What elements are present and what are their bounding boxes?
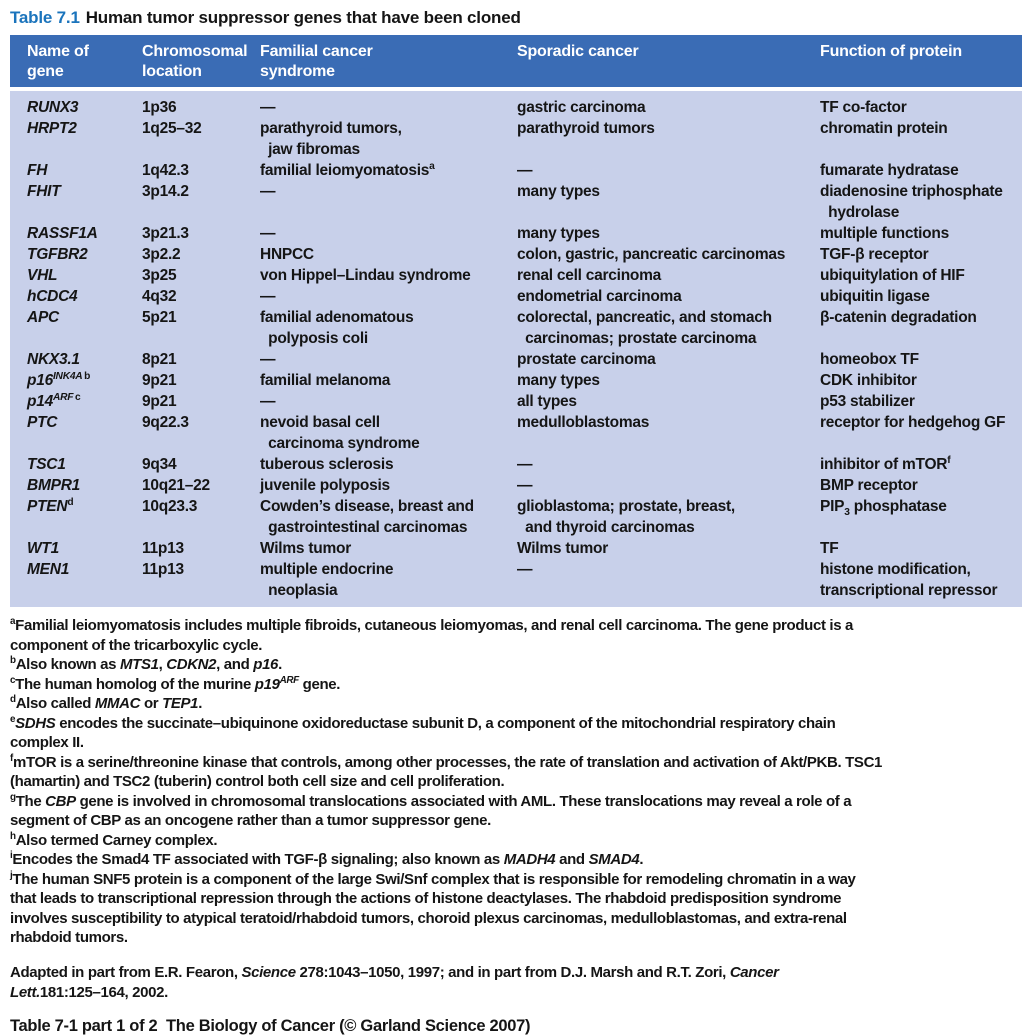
familial-syndrome-cell: tuberous sclerosis <box>260 456 394 473</box>
table-title <box>10 8 1022 28</box>
familial-syndrome-cell: — <box>260 225 276 242</box>
location-cell: 4q32 <box>142 288 177 305</box>
column-header: Name of gene <box>27 43 89 80</box>
protein-function-cell: β-catenin degradation <box>820 309 977 326</box>
table-row <box>10 370 1022 391</box>
protein-function-cell: histone modification, transcriptional repressor <box>820 561 998 599</box>
sporadic-cancer-cell: many types <box>517 225 600 242</box>
sporadic-cancer-cell: medulloblastomas <box>517 414 650 431</box>
gene-cell: $p16^{INK4A}$ $^b$ <box>27 370 91 389</box>
footnote: $^h$Also termed Carney complex. <box>10 830 218 849</box>
protein-function-cell: homeobox TF <box>820 351 919 368</box>
gene-cell: FHIT <box>27 183 61 200</box>
table-row <box>10 160 1022 181</box>
tumor-suppressor-table <box>10 35 1022 607</box>
sporadic-cancer-cell: — <box>517 162 533 179</box>
familial-syndrome-cell: familial melanoma <box>260 372 391 389</box>
protein-function-cell: CDK inhibitor <box>820 372 917 389</box>
column-header: Function of protein <box>820 43 962 60</box>
protein-function-cell: p53 stabilizer <box>820 393 915 410</box>
location-cell: 9p21 <box>142 393 177 410</box>
table-title-text: Human tumor suppressor genes that have been cloned <box>85 8 521 27</box>
sporadic-cancer-cell: — <box>517 456 533 473</box>
familial-syndrome-cell: — <box>260 393 276 410</box>
gene-cell: WT1 <box>27 540 59 557</box>
location-cell: 8p21 <box>142 351 177 368</box>
sporadic-cancer-cell: parathyroid tumors <box>517 120 655 137</box>
sporadic-cancer-cell: glioblastoma; prostate, breast, and thyroid carcinomas <box>517 498 735 536</box>
sporadic-cancer-cell: Wilms tumor <box>517 540 608 557</box>
gene-cell: PTEN$^d$ <box>27 496 74 515</box>
sporadic-cancer-cell: many types <box>517 183 600 200</box>
sporadic-cancer-cell: colorectal, pancreatic, and stomach carcinomas; prostate carcinoma <box>517 309 772 347</box>
table-row <box>10 181 1022 223</box>
sporadic-cancer-cell: endometrial carcinoma <box>517 288 682 305</box>
protein-function-cell: inhibitor of mTOR$^f$ <box>820 454 951 473</box>
table-row <box>10 286 1022 307</box>
footnote: $^f$mTOR is a serine/threonine kinase that controls, among other processes, the rate of translation and activation of Akt/PKB. TSC1 (hamartin) and TSC2 (tuberin) control both cell size and cell proliferation. <box>10 752 883 790</box>
footnote: $^j$The human SNF5 protein is a component of the large Swi/Snf complex that is responsible for remodeling chromatin in a way that leads to transcriptional repression through the actions of histone deactylases. The rhabdoid predisposition syndrome involves susceptibility to atypical teratoid/rhabdoid tumors, choroid plexus carcinomas, medulloblastomas, and extra-renal rhabdoid tumors. <box>10 869 856 946</box>
location-cell: 10q23.3 <box>142 498 198 515</box>
gene-cell: RUNX3 <box>27 99 79 116</box>
gene-cell: HRPT2 <box>27 120 77 137</box>
table-row <box>10 265 1022 286</box>
table-row <box>10 559 1022 601</box>
table-row <box>10 307 1022 349</box>
familial-syndrome-cell: HNPCC <box>260 246 314 263</box>
protein-function-cell: chromatin protein <box>820 120 948 137</box>
table-number: Table 7.1 <box>10 8 80 27</box>
table-row <box>10 538 1022 559</box>
footnote: $^c$The human homolog of the murine $p19^{ARF}$ gene. <box>10 674 341 693</box>
sporadic-cancer-cell: gastric carcinoma <box>517 99 646 116</box>
gene-cell: BMPR1 <box>27 477 81 494</box>
location-cell: 11p13 <box>142 540 184 557</box>
table-body <box>10 91 1022 607</box>
footnote: $^a$Familial leiomyomatosis includes multiple fibroids, cutaneous leiomyomas, and renal cell carcinoma. The gene product is a component of the tricarboxylic cycle. <box>10 616 854 654</box>
protein-function-cell: ubiquitin ligase <box>820 288 930 305</box>
familial-syndrome-cell: — <box>260 183 276 200</box>
location-cell: 9p21 <box>142 372 177 389</box>
familial-syndrome-cell: parathyroid tumors, jaw fibromas <box>260 120 402 158</box>
footnote: $^g$The CBP gene is involved in chromosomal translocations associated with AML. These translocations may reveal a role of a segment of CBP as an oncogene rather than a tumor suppressor gene. <box>10 791 852 829</box>
table-row <box>10 475 1022 496</box>
familial-syndrome-cell: familial adenomatous polyposis coli <box>260 309 414 347</box>
table-header-row <box>10 35 1022 87</box>
sporadic-cancer-cell: all types <box>517 393 577 410</box>
familial-syndrome-cell: — <box>260 288 276 305</box>
footnote: $^e$SDHS encodes the succinate–ubiquinone oxidoreductase subunit D, a component of the mitochondrial respiratory chain complex II. <box>10 713 836 751</box>
column-header: Chromosomal location <box>142 43 248 80</box>
location-cell: 11p13 <box>142 561 184 578</box>
column-header: Sporadic cancer <box>517 43 639 60</box>
location-cell: 1q25–32 <box>142 120 202 137</box>
gene-cell: NKX3.1 <box>27 351 80 368</box>
table-row <box>10 97 1022 118</box>
location-cell: 9q34 <box>142 456 177 473</box>
location-cell: 3p14.2 <box>142 183 189 200</box>
bottom-caption: Table 7-1 part 1 of 2 The Biology of Cancer (© Garland Science 2007) <box>10 1016 531 1035</box>
protein-function-cell: multiple functions <box>820 225 949 242</box>
sporadic-cancer-cell: prostate carcinoma <box>517 351 656 368</box>
familial-syndrome-cell: — <box>260 99 276 116</box>
location-cell: 9q22.3 <box>142 414 189 431</box>
protein-function-cell: fumarate hydratase <box>820 162 959 179</box>
table-row <box>10 244 1022 265</box>
gene-cell: hCDC4 <box>27 288 78 305</box>
familial-syndrome-cell: von Hippel–Lindau syndrome <box>260 267 471 284</box>
location-cell: 1q42.3 <box>142 162 189 179</box>
familial-syndrome-cell: — <box>260 351 276 368</box>
gene-cell: PTC <box>27 414 58 431</box>
table-row <box>10 412 1022 454</box>
sporadic-cancer-cell: — <box>517 477 533 494</box>
source-citation: Adapted in part from E.R. Fearon, Science 278:1043–1050, 1997; and in part from D.J. Marsh and R.T. Zori, Cancer Lett.181:125–164, 2002. <box>10 963 779 1001</box>
familial-syndrome-cell: Wilms tumor <box>260 540 351 557</box>
protein-function-cell: $PIP_3$ phosphatase <box>820 498 947 519</box>
gene-cell: FH <box>27 162 48 179</box>
protein-function-cell: TF <box>820 540 839 557</box>
gene-cell: $p14^{ARF}$ $^c$ <box>27 391 81 410</box>
location-cell: 5p21 <box>142 309 177 326</box>
gene-cell: MEN1 <box>27 561 70 578</box>
sporadic-cancer-cell: colon, gastric, pancreatic carcinomas <box>517 246 786 263</box>
sporadic-cancer-cell: — <box>517 561 533 578</box>
familial-syndrome-cell: nevoid basal cell carcinoma syndrome <box>260 414 420 452</box>
protein-function-cell: receptor for hedgehog GF <box>820 414 1006 431</box>
sporadic-cancer-cell: many types <box>517 372 600 389</box>
gene-cell: TSC1 <box>27 456 66 473</box>
familial-syndrome-cell: juvenile polyposis <box>260 477 390 494</box>
location-cell: 1p36 <box>142 99 177 116</box>
table-row <box>10 223 1022 244</box>
protein-function-cell: ubiquitylation of HIF <box>820 267 965 284</box>
familial-syndrome-cell: Cowden’s disease, breast and gastrointestinal carcinomas <box>260 498 474 536</box>
protein-function-cell: diadenosine triphosphate hydrolase <box>820 183 1003 221</box>
sporadic-cancer-cell: renal cell carcinoma <box>517 267 662 284</box>
familial-syndrome-cell: familial leiomyomatosis$^a$ <box>260 160 435 179</box>
location-cell: 3p25 <box>142 267 177 284</box>
gene-cell: VHL <box>27 267 58 284</box>
column-header: Familial cancer syndrome <box>260 43 373 80</box>
familial-syndrome-cell: multiple endocrine neoplasia <box>260 561 394 599</box>
table-row <box>10 118 1022 160</box>
gene-cell: APC <box>27 309 59 326</box>
protein-function-cell: TGF-β receptor <box>820 246 929 263</box>
protein-function-cell: BMP receptor <box>820 477 918 494</box>
footnote: $^b$Also known as MTS1, CDKN2, and p16. <box>10 655 282 673</box>
location-cell: 3p21.3 <box>142 225 189 242</box>
location-cell: 3p2.2 <box>142 246 181 263</box>
location-cell: 10q21–22 <box>142 477 210 494</box>
gene-cell: RASSF1A <box>27 225 98 242</box>
footnotes-block <box>10 616 1024 948</box>
table-row <box>10 391 1022 412</box>
footnote: $^d$Also called MMAC or TEP1. <box>10 694 203 712</box>
footnote: $^i$Encodes the Smad4 TF associated with TGF-β signaling; also known as MADH4 and SMAD4. <box>10 850 644 868</box>
protein-function-cell: TF co-factor <box>820 99 907 116</box>
gene-cell: TGFBR2 <box>27 246 88 263</box>
table-row <box>10 454 1022 475</box>
table-row <box>10 496 1022 538</box>
table-row <box>10 349 1022 370</box>
